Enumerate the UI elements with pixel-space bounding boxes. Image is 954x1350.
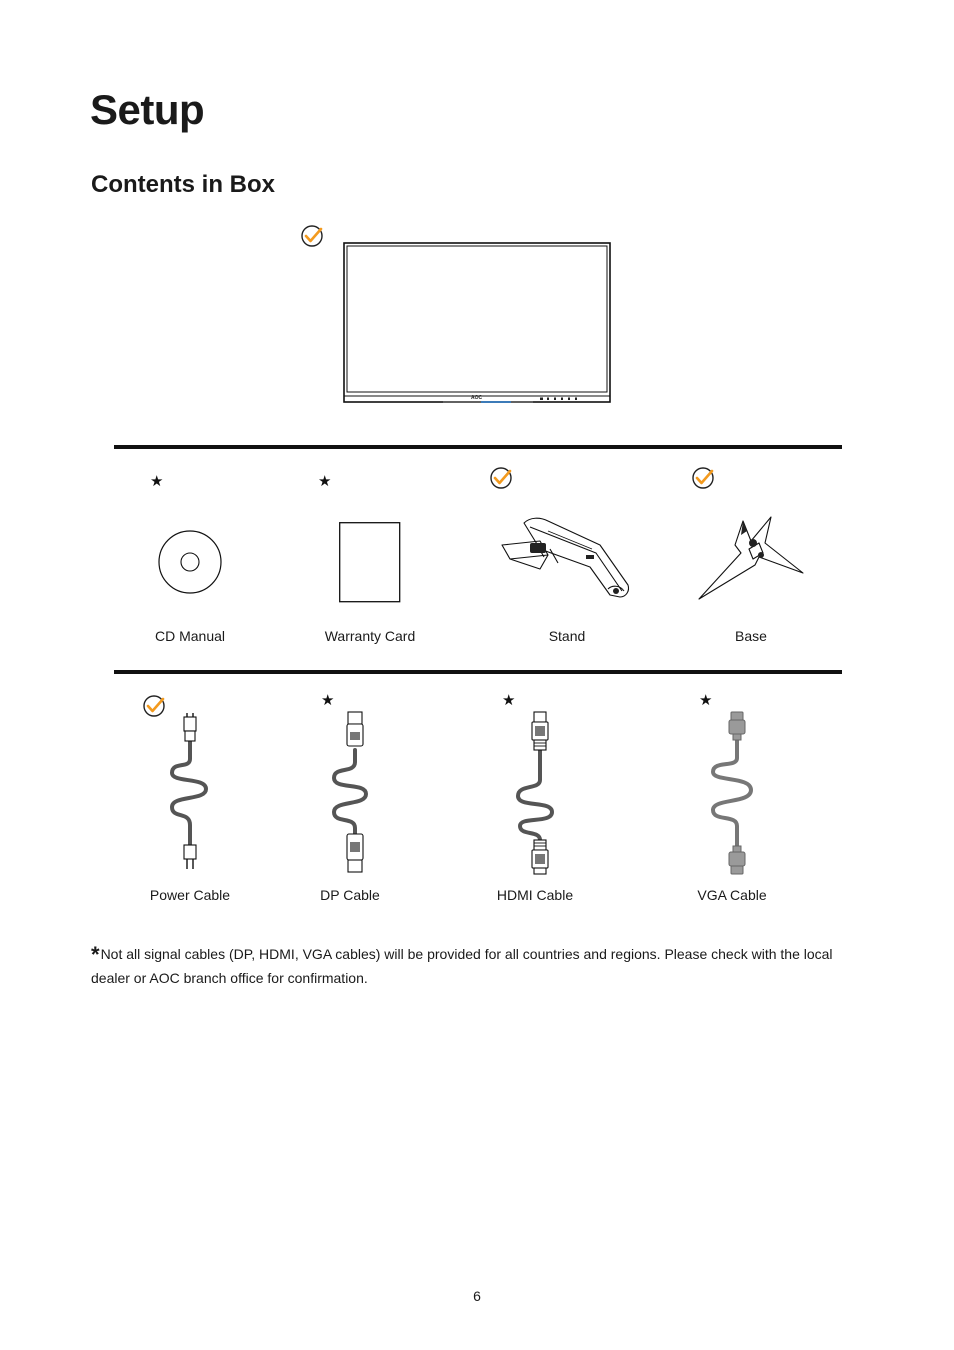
stand-icon xyxy=(500,515,635,603)
asterisk-icon: * xyxy=(91,942,100,967)
cd-icon xyxy=(157,529,223,595)
divider-top xyxy=(114,445,842,449)
brand-logo: AOC xyxy=(471,395,483,401)
item-label: DP Cable xyxy=(320,887,380,903)
star-marker: ★ xyxy=(699,692,713,709)
power-cable-icon xyxy=(166,713,216,875)
page-title: Setup xyxy=(90,86,205,133)
check-icon xyxy=(143,695,165,717)
check-icon xyxy=(490,467,512,489)
vga-cable-icon xyxy=(705,710,765,876)
footnote xyxy=(91,942,871,990)
star-marker: ★ xyxy=(321,692,335,709)
page-number: 6 xyxy=(473,1288,481,1304)
item-label: Warranty Card xyxy=(324,628,416,644)
star-marker: ★ xyxy=(502,692,516,709)
hdmi-cable-icon xyxy=(510,710,570,876)
check-icon xyxy=(301,225,323,247)
dp-cable-icon xyxy=(330,710,380,876)
item-label: CD Manual xyxy=(154,628,226,644)
footnote-text: Not all signal cables (DP, HDMI, VGA cables) will be provided for all countries and regions. Please check with the local dealer or AOC branch office for confirmation. xyxy=(91,946,833,986)
star-marker: ★ xyxy=(318,473,332,490)
monitor-icon xyxy=(343,242,611,404)
item-label: Stand xyxy=(548,628,586,644)
check-icon xyxy=(692,467,714,489)
divider-middle xyxy=(114,670,842,674)
warranty-card-icon xyxy=(339,522,401,603)
item-label: Base xyxy=(735,628,767,644)
item-label: HDMI Cable xyxy=(496,887,574,903)
star-marker: ★ xyxy=(150,473,164,490)
section-title: Contents in Box xyxy=(91,171,275,198)
item-label: Power Cable xyxy=(149,887,231,903)
item-label: VGA Cable xyxy=(697,887,767,903)
base-icon xyxy=(695,513,807,601)
